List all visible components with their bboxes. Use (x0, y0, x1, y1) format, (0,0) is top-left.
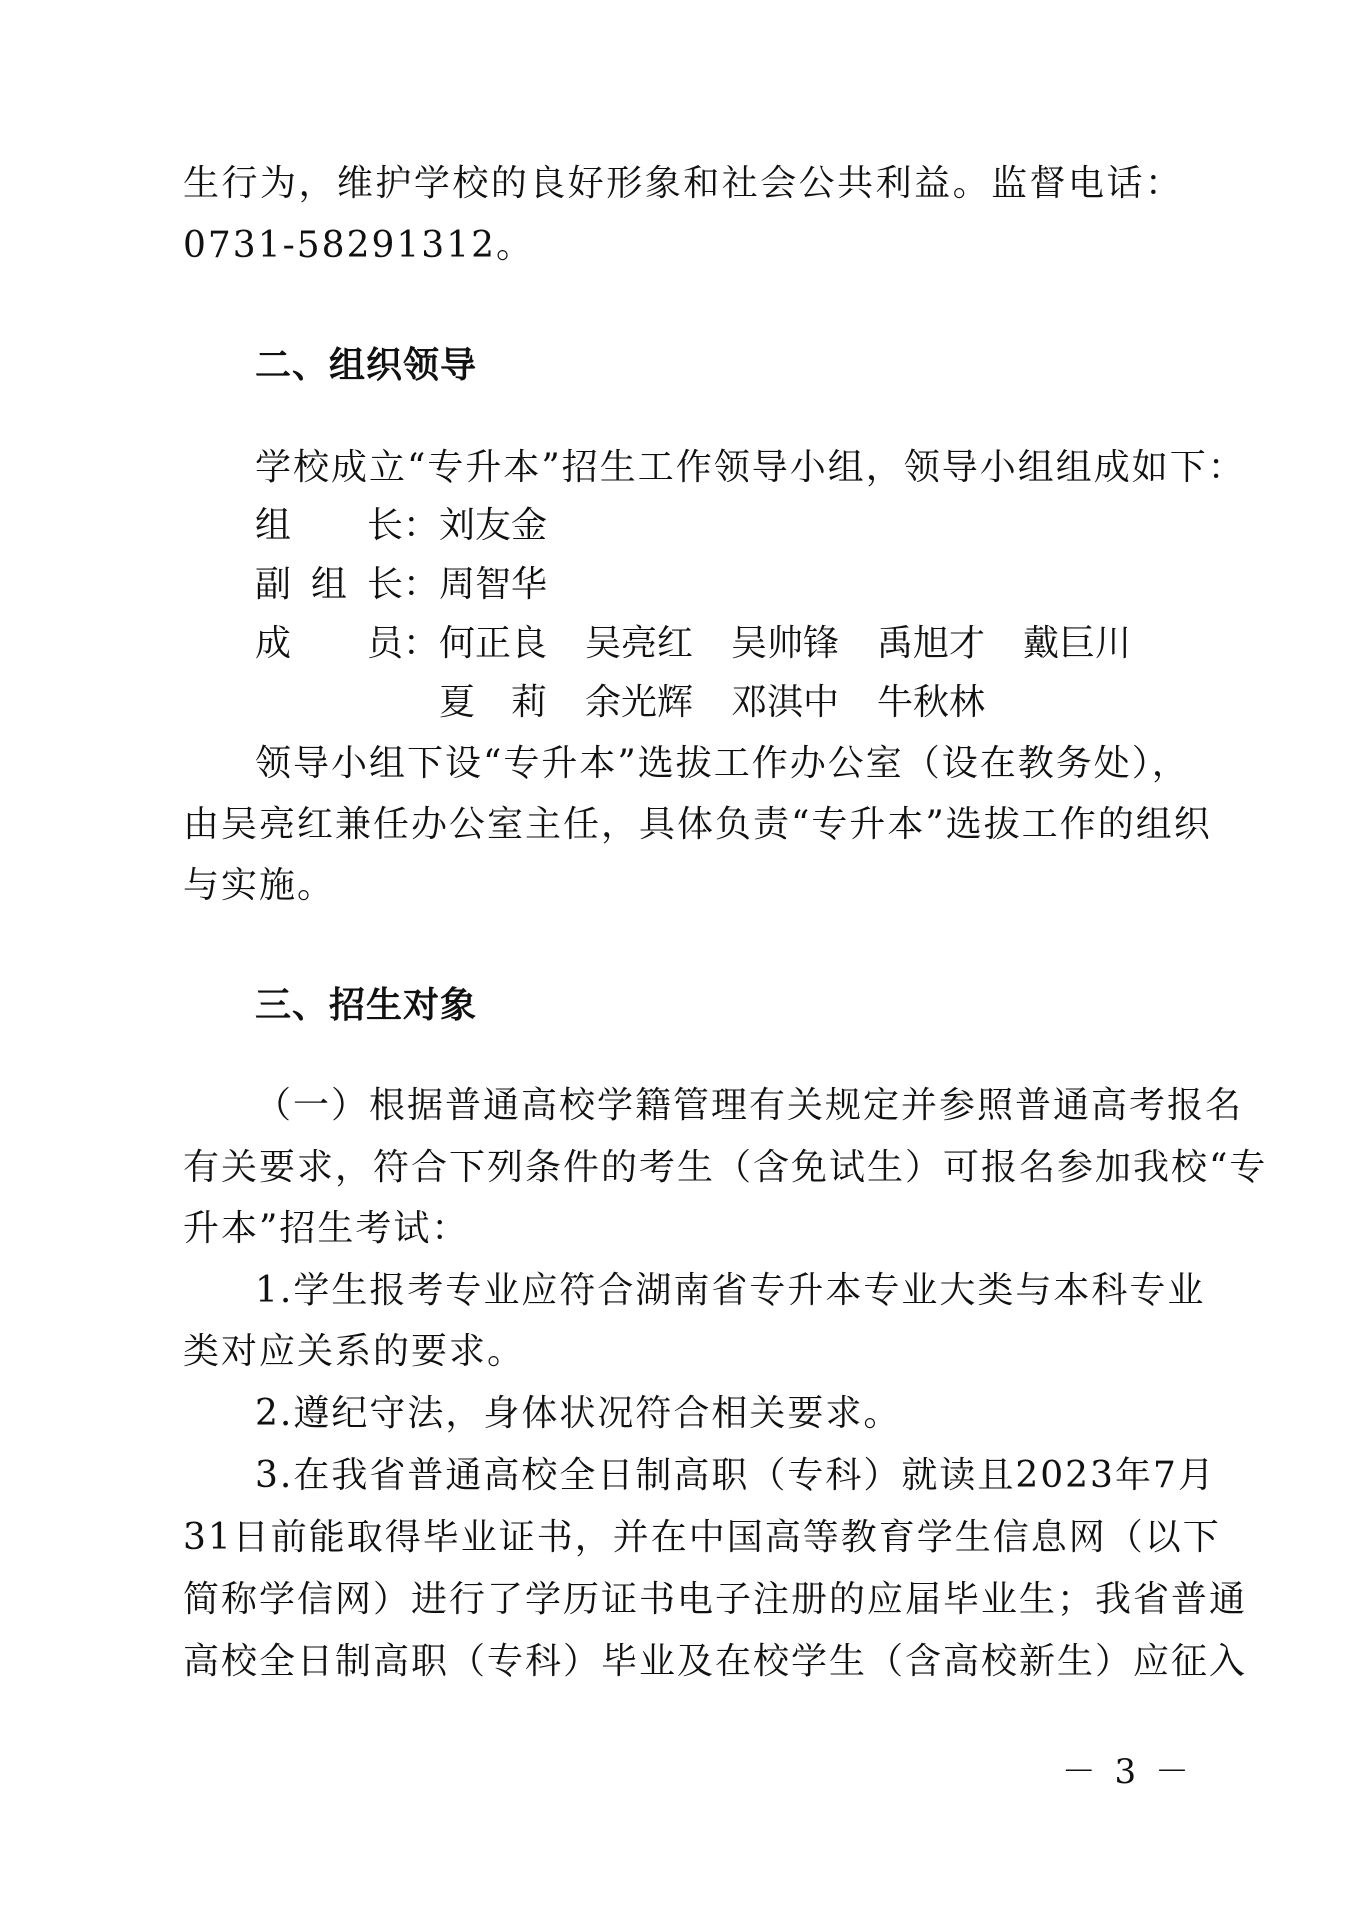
colon: ： (403, 505, 440, 546)
member-name: 吴亮红 (585, 623, 694, 664)
members-row-1 (255, 614, 1131, 674)
list-item-3-cont: 31日前能取得毕业证书，并在中国高等教育学生信息网（以下 (183, 1517, 1221, 1558)
deputy-row (255, 555, 547, 615)
page-number: － 3 － (1061, 1752, 1193, 1792)
colon: ： (403, 564, 440, 605)
member-name: 邓淇中 (731, 682, 840, 723)
paragraph-line: 由吴亮红兼任办公室主任，具体负责“专升本”选拔工作的组织 (183, 804, 1212, 845)
member-name: 余光辉 (585, 682, 694, 723)
deputy-name: 周智华 (439, 564, 548, 605)
paragraph-line: 有关要求，符合下列条件的考生（含免试生）可报名参加我校“专 (183, 1147, 1268, 1188)
members-row-2 (255, 673, 985, 733)
list-item-2: 2.遵纪守法，身体状况符合相关要求。 (255, 1393, 902, 1434)
member-name: 夏莉 (439, 682, 547, 723)
member-name: 戴巨川 (1023, 623, 1132, 664)
leader-row (255, 496, 547, 556)
leader-label: 组长 (255, 505, 403, 546)
leader-name: 刘友金 (439, 505, 548, 546)
list-item-3-cont: 简称学信网）进行了学历证书电子注册的应届毕业生；我省普通 (183, 1579, 1248, 1620)
members-label: 成员 (255, 623, 403, 664)
deputy-label: 副组长 (255, 564, 403, 605)
list-item-3: 3.在我省普通高校全日制高职（专科）就读且2023年7月 (255, 1455, 1216, 1496)
paragraph-line: 领导小组下设“专升本”选拔工作办公室（设在教务处）， (255, 743, 1190, 784)
member-name: 牛秋林 (877, 682, 986, 723)
colon: ： (403, 623, 440, 664)
section-heading-admission-targets: 三、招生对象 (255, 985, 478, 1026)
member-name: 何正良 (439, 623, 548, 664)
list-item-1-cont: 类对应关系的要求。 (183, 1331, 526, 1372)
paragraph-line: 升本”招生考试： (183, 1208, 470, 1249)
list-item-3-cont: 高校全日制高职（专科）毕业及在校学生（含高校新生）应征入 (183, 1641, 1248, 1682)
paragraph-line: 与实施。 (183, 865, 336, 906)
paragraph-line: 生行为，维护学校的良好形象和社会公共利益。监督电话： (183, 163, 1183, 204)
list-item-1: 1.学生报考专业应符合湖南省专升本专业大类与本科专业 (255, 1270, 1206, 1311)
paragraph-line: 学校成立“专升本”招生工作领导小组，领导小组组成如下： (255, 447, 1246, 488)
section-heading-organization: 二、组织领导 (255, 345, 478, 386)
paragraph-line: （一）根据普通高校学籍管理有关规定并参照普通高考报名 (255, 1085, 1244, 1126)
member-name: 禹旭才 (877, 623, 986, 664)
paragraph-line: 0731-58291312。 (183, 225, 535, 266)
member-name: 吴帅锋 (731, 623, 840, 664)
